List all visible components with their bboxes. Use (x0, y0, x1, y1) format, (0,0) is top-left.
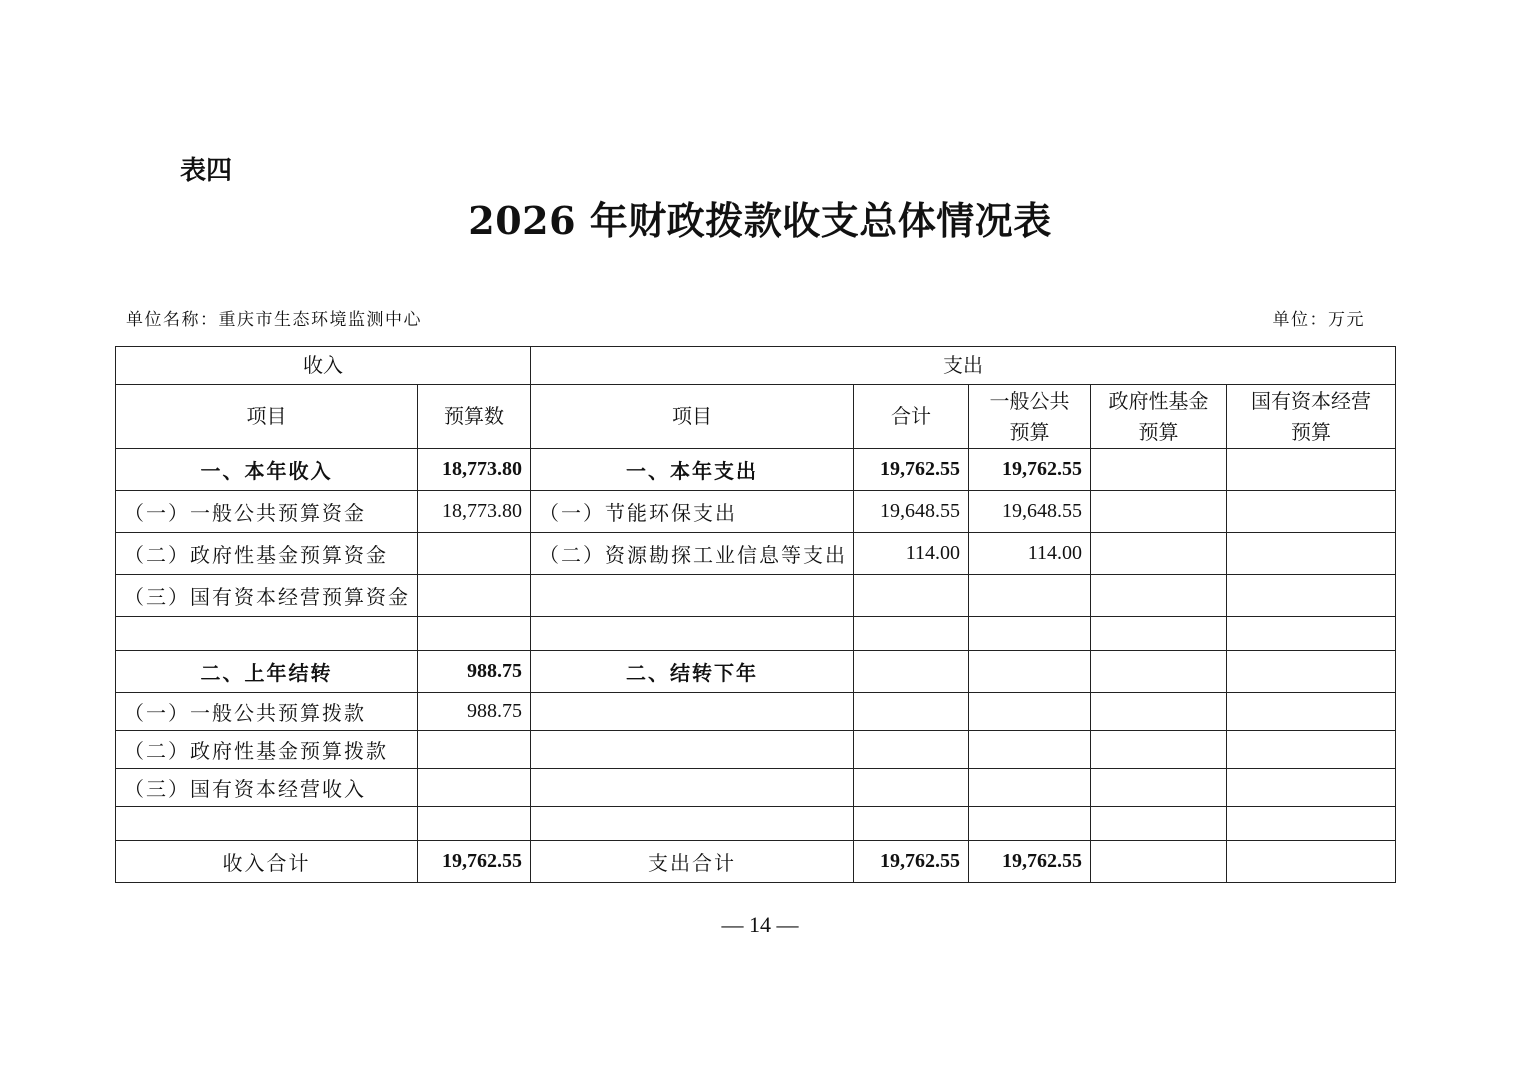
gov-fund-header-line2: 预算 (1138, 419, 1179, 444)
gov-fund-cell (1091, 841, 1227, 883)
general-budget-cell: 19,762.55 (969, 449, 1091, 491)
expense-item-cell: （二）资源勘探工业信息等支出 (531, 533, 854, 575)
general-budget-cell (969, 651, 1091, 693)
expense-total-cell: 19,648.55 (854, 491, 969, 533)
general-budget-cell (969, 575, 1091, 617)
table-row (116, 731, 1396, 769)
gov-fund-cell (1091, 731, 1227, 769)
header-column-row (116, 385, 1396, 449)
state-capital-cell (1227, 449, 1396, 491)
state-capital-cell (1227, 841, 1396, 883)
gov-fund-cell (1091, 533, 1227, 575)
income-budget-cell: 988.75 (418, 651, 531, 693)
expense-total-cell (854, 651, 969, 693)
general-budget-cell (969, 807, 1091, 841)
gov-fund-cell (1091, 651, 1227, 693)
table-row (116, 617, 1396, 651)
state-capital-cell (1227, 731, 1396, 769)
table-row (116, 533, 1396, 575)
income-item-cell: （二）政府性基金预算资金 (116, 533, 418, 575)
header-group-row (116, 347, 1396, 385)
general-budget-cell (969, 731, 1091, 769)
income-budget-cell (418, 769, 531, 807)
gov-fund-header-line1: 政府性基金 (1108, 388, 1209, 413)
income-item-cell: （一）一般公共预算拨款 (116, 693, 418, 731)
expense-item-cell: （一）节能环保支出 (531, 491, 854, 533)
state-capital-header-line2: 预算 (1291, 419, 1332, 444)
expense-item-cell: 一、本年支出 (531, 449, 854, 491)
state-capital-header (1227, 385, 1396, 449)
table-row (116, 651, 1396, 693)
table-row (116, 769, 1396, 807)
expense-item-cell (531, 693, 854, 731)
general-budget-cell (969, 769, 1091, 807)
expense-item-header: 项目 (531, 385, 854, 449)
gov-fund-cell (1091, 693, 1227, 731)
gov-fund-cell (1091, 491, 1227, 533)
gov-fund-header (1091, 385, 1227, 449)
unit-name: 单位名称：重庆市生态环境监测中心 (126, 310, 422, 330)
income-budget-cell: 18,773.80 (418, 449, 531, 491)
income-item-cell: 一、本年收入 (116, 449, 418, 491)
general-budget-cell (969, 617, 1091, 651)
state-capital-cell (1227, 533, 1396, 575)
general-budget-cell: 19,648.55 (969, 491, 1091, 533)
expense-item-cell (531, 731, 854, 769)
expense-total-cell (854, 617, 969, 651)
table-row (116, 575, 1396, 617)
unit-measure: 单位：万元 (1272, 310, 1365, 330)
table-row (116, 449, 1396, 491)
expense-group-header: 支出 (531, 347, 1396, 385)
expense-total-header: 合计 (854, 385, 969, 449)
gov-fund-cell (1091, 807, 1227, 841)
expense-item-cell (531, 575, 854, 617)
general-budget-header-line1: 一般公共 (989, 388, 1070, 413)
income-budget-cell: 18,773.80 (418, 491, 531, 533)
expense-total-cell (854, 807, 969, 841)
income-item-cell: （三）国有资本经营预算资金 (116, 575, 418, 617)
gov-fund-cell (1091, 769, 1227, 807)
income-item-cell: （二）政府性基金预算拨款 (116, 731, 418, 769)
expense-item-cell: 支出合计 (531, 841, 854, 883)
table-row (116, 693, 1396, 731)
state-capital-header-line1: 国有资本经营 (1251, 388, 1372, 413)
expense-total-cell (854, 731, 969, 769)
state-capital-cell (1227, 617, 1396, 651)
income-group-header: 收入 (116, 347, 531, 385)
budget-table (115, 346, 1396, 883)
income-budget-cell (418, 807, 531, 841)
expense-item-cell (531, 769, 854, 807)
expense-item-cell: 二、结转下年 (531, 651, 854, 693)
general-budget-cell: 19,762.55 (969, 841, 1091, 883)
income-budget-cell (418, 617, 531, 651)
expense-item-cell (531, 617, 854, 651)
income-item-cell (116, 807, 418, 841)
table-row (116, 807, 1396, 841)
gov-fund-cell (1091, 575, 1227, 617)
income-item-cell: （三）国有资本经营收入 (116, 769, 418, 807)
gov-fund-cell (1091, 449, 1227, 491)
gov-fund-cell (1091, 617, 1227, 651)
expense-total-cell: 114.00 (854, 533, 969, 575)
table-row (116, 841, 1396, 883)
expense-total-cell: 19,762.55 (854, 449, 969, 491)
income-item-cell: （一）一般公共预算资金 (116, 491, 418, 533)
expense-total-cell (854, 769, 969, 807)
page-number: — 14 — (721, 912, 799, 937)
income-budget-cell (418, 731, 531, 769)
state-capital-cell (1227, 491, 1396, 533)
income-item-header: 项目 (116, 385, 418, 449)
income-budget-header: 预算数 (418, 385, 531, 449)
general-budget-header-line2: 预算 (1009, 419, 1050, 444)
state-capital-cell (1227, 575, 1396, 617)
income-budget-cell: 988.75 (418, 693, 531, 731)
income-budget-cell: 19,762.55 (418, 841, 531, 883)
income-item-cell: 二、上年结转 (116, 651, 418, 693)
income-item-cell (116, 617, 418, 651)
state-capital-cell (1227, 807, 1396, 841)
state-capital-cell (1227, 693, 1396, 731)
income-item-cell: 收入合计 (116, 841, 418, 883)
general-budget-header (969, 385, 1091, 449)
expense-total-cell (854, 693, 969, 731)
state-capital-cell (1227, 651, 1396, 693)
state-capital-cell (1227, 769, 1396, 807)
expense-item-cell (531, 807, 854, 841)
income-budget-cell (418, 575, 531, 617)
expense-total-cell: 19,762.55 (854, 841, 969, 883)
table-label: 表四 (180, 156, 233, 186)
general-budget-cell (969, 693, 1091, 731)
general-budget-cell: 114.00 (969, 533, 1091, 575)
table-row (116, 491, 1396, 533)
page-title: 2026 年财政拨款收支总体情况表 (468, 198, 1052, 243)
expense-total-cell (854, 575, 969, 617)
income-budget-cell (418, 533, 531, 575)
